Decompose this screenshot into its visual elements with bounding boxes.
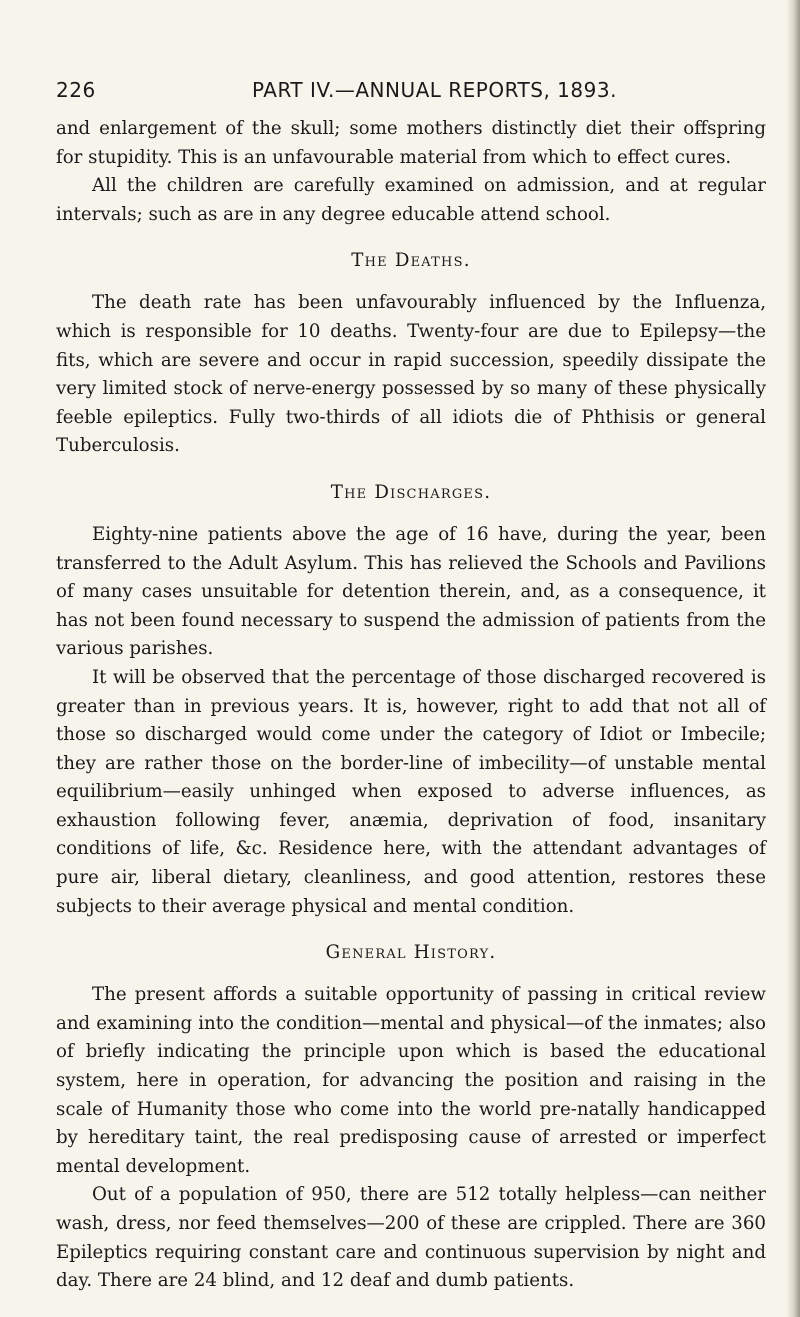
paragraph-history-population: Out of a population of 950, there are 512 totally helpless—can neither wash, dress, nor feed themselves—200 of these are crippled. There are 360 Epileptics requiring constant care and continuous supervision by night and day. There are 24 blind, and 12 deaf and dumb patients. [56,1184,766,1292]
heading-discharges: The Discharges. [330,481,492,503]
paragraph-deaths: The death rate has been unfavourably influenced by the Influenza, which is responsible for 10 deaths. Twenty-four are due to Epilepsy—the fits, which are severe and occur in rapid succession, speedily dissipate the very limited stock of nerve-energy possessed by so many of these physically feeble epileptics. Fully two-thirds of all idiots die of Phthisis or general Tuberculosis. [56,292,766,457]
paragraph-continuation: and enlargement of the skull; some mothers distinctly diet their offspring for stupidity. This is an unfavourable material from which to effect cures. [56,118,766,168]
paragraph-history-review: The present affords a suitable opportunity of passing in critical review and examining into the condition—mental and physical—of the inmates; also of briefly indicating the principle upon which is based the educational system, here in operation, for advancing the position and raising in the scale of Humanity those who come into the world pre-natally handicapped by hereditary taint, the real predisposing cause of arrested or imperfect mental development. [56,984,766,1177]
page-number: 226 [56,78,96,102]
heading-general-history: General History. [325,942,497,964]
paragraph-discharges-transfers: Eighty-nine patients above the age of 16 have, during the year, been transferred to the Adult Asylum. This has relieved the Schools and Pavilions of many cases unsuitable for detention therein, and, as a consequence, it has not been found necessary to suspend the admission of patients from the various parishes. [56,523,766,660]
page-edge-shadow [786,0,800,1317]
running-header [56,78,756,110]
heading-deaths: The Deaths. [351,250,471,272]
running-title: PART IV.—ANNUAL REPORTS, 1893. [252,78,617,102]
paragraph-discharges-recovered: It will be observed that the percentage of those discharged recovered is greater than in previous years. It is, however, right to add that not all of those so discharged would come under the category of Idiot or Imbecile; they are rather those on the border-line of imbecility—of unstable mental equilibrium—easily unhinged when exposed to adverse influences, as exhaustion following fever, anæmia, deprivation of food, insanitary conditions of life, &c. Residence here, with the attendant advantages of pure air, liberal dietary, cleanliness, and good attention, restores these subjects to their average physical and mental condition. [56,666,766,917]
body-text [56,115,766,1296]
paragraph-children: All the children are carefully examined on admission, and at regular intervals; such as are in any degree educable attend school. [56,175,766,225]
